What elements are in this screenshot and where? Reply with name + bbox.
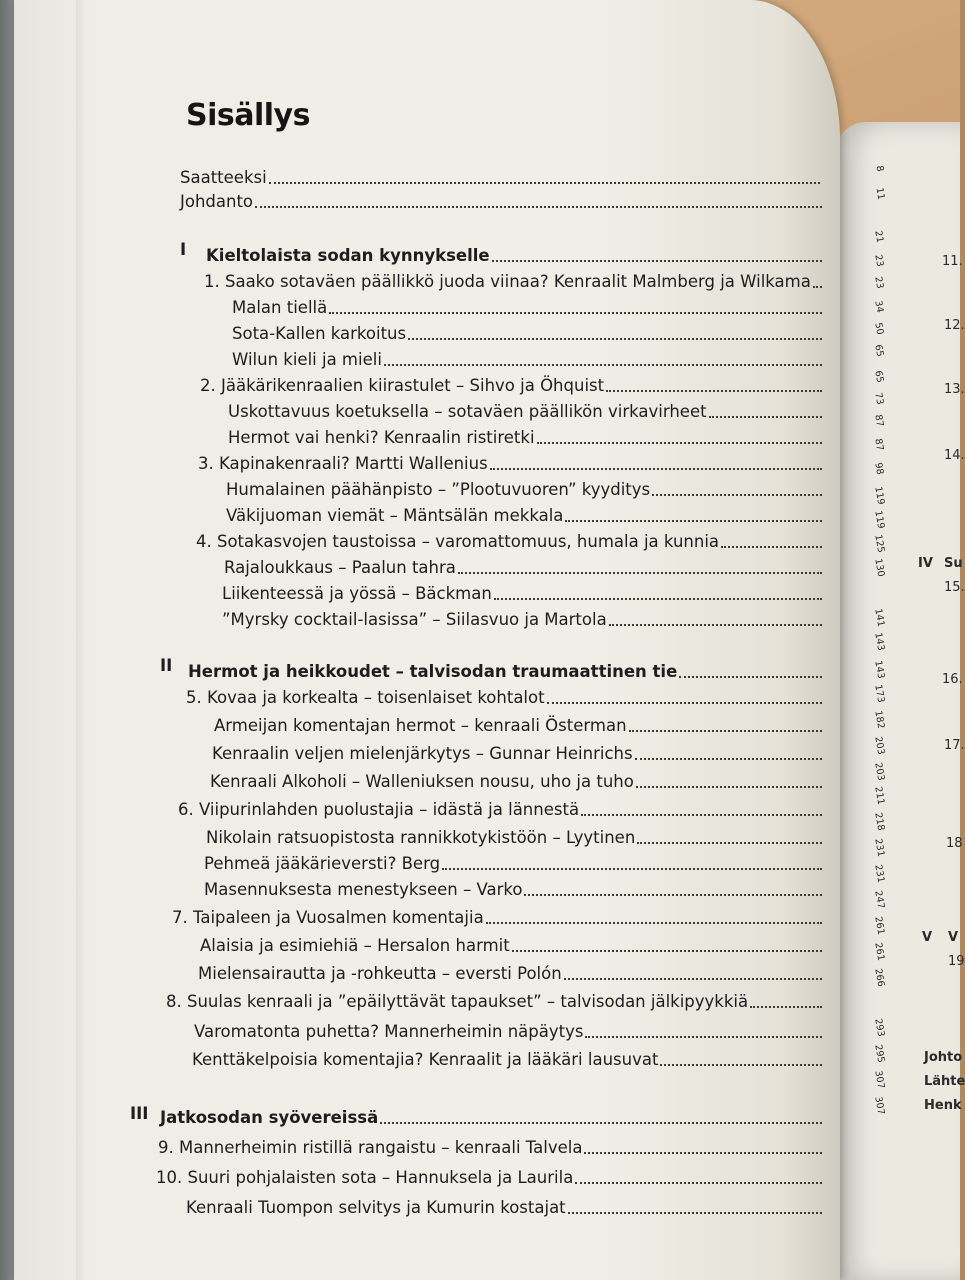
page-number: 218	[872, 811, 887, 832]
right-page-fragment: Johto	[924, 1050, 963, 1065]
toc-entry-label: Wilun kieli ja mieli	[232, 350, 382, 369]
dot-leader	[458, 572, 822, 574]
page-number: 65	[872, 369, 886, 384]
dot-leader	[568, 1212, 822, 1214]
toc-entry-label: Väkijuoman viemät – Mäntsälän mekkala	[226, 506, 564, 525]
page-number: 307	[872, 1095, 887, 1116]
toc-entry-label: Pehmeä jääkärieversti? Berg	[204, 854, 441, 873]
toc-entry	[172, 906, 824, 930]
toc-entry-label: Kenraalin veljen mielenjärkytys – Gunnar Heinrichs	[212, 744, 633, 763]
toc-entry-label: Hermot vai henki? Kenraalin ristiretki	[228, 428, 535, 447]
dot-leader	[813, 286, 822, 288]
dot-leader	[606, 390, 822, 392]
page-number: 231	[872, 837, 887, 858]
page-number: 173	[872, 683, 887, 704]
toc-entry-label: Rajaloukkaus – Paalun tahra	[224, 558, 456, 577]
right-page-fragment: V	[922, 930, 933, 945]
toc-entry-label: Varomatonta puhetta? Mannerheimin näpäytys	[194, 1022, 584, 1041]
dot-leader	[636, 786, 822, 788]
toc-entry	[232, 296, 824, 320]
toc-entry-label: Masennuksesta menestykseen – Varko	[204, 880, 523, 899]
toc-entry-label: Malan tiellä	[232, 298, 328, 317]
toc-entry	[228, 400, 824, 424]
toc-entry	[204, 852, 824, 876]
right-page-fragment: V	[948, 930, 959, 945]
toc-entry-label: ”Myrsky cocktail-lasissa” – Siilasvuo ja Martola	[222, 610, 607, 629]
toc-entry	[226, 504, 824, 528]
page-number: 261	[872, 941, 887, 962]
dot-leader	[494, 598, 822, 600]
dot-leader	[512, 950, 822, 952]
page-number: 21	[872, 229, 886, 244]
toc-entry	[192, 1048, 824, 1072]
toc-entry-label: 2. Jääkärikenraalien kiirastulet – Sihvo ja Öhquist	[200, 376, 605, 395]
dot-leader	[575, 1182, 822, 1184]
page-number: 211	[872, 785, 887, 806]
toc-entry-label: Johdanto	[180, 192, 254, 211]
toc-entry-label: Humalainen päähänpisto – ”Plootuvuoren” kyyditys	[226, 480, 651, 499]
page-number: 87	[872, 413, 886, 428]
toc-entry	[224, 556, 824, 580]
page-number: 261	[872, 915, 887, 936]
right-page-fragment: 14.	[944, 448, 965, 463]
toc-entry-label: Sota-Kallen karkoitus	[232, 324, 407, 343]
page-number: 130	[872, 557, 887, 578]
toc-entry	[222, 582, 824, 606]
toc-entry	[210, 770, 824, 794]
toc-entry	[194, 1020, 824, 1044]
right-page-fragment: 18	[946, 836, 963, 851]
toc-entry-label: Saatteeksi	[180, 168, 267, 187]
toc-entry-label: 4. Sotakasvojen taustoissa – varomattomuus, humala ja kunnia	[196, 532, 720, 551]
dot-leader	[490, 468, 822, 470]
part-label: Kieltolaista sodan kynnykselle	[206, 246, 490, 265]
page-number: 34	[872, 299, 886, 314]
toc-entry	[178, 798, 824, 822]
right-page-fragment: 16.	[942, 672, 963, 687]
page-number: 143	[872, 631, 887, 652]
part-label: Hermot ja heikkoudet – talvisodan traumaattinen tie	[188, 662, 678, 681]
part-number: II	[160, 656, 173, 675]
toc-entry	[204, 270, 824, 294]
dot-leader	[637, 842, 822, 844]
toc-entry	[212, 742, 824, 766]
dot-leader	[492, 260, 822, 262]
page-number: 87	[872, 437, 886, 452]
dot-leader	[750, 1006, 822, 1008]
toc-entry-label: 10. Suuri pohjalaisten sota – Hannuksela ja Laurila	[156, 1168, 574, 1187]
dot-leader	[329, 312, 822, 314]
toc-entry-label: Kenraali Tuompon selvitys ja Kumurin kostajat	[186, 1198, 566, 1217]
toc-entry	[196, 530, 824, 554]
right-page-fragment: Su	[944, 556, 963, 571]
toc-entry	[228, 426, 824, 450]
dot-leader	[679, 676, 822, 678]
page-number: 266	[872, 967, 887, 988]
toc-entry	[226, 478, 824, 502]
dot-leader	[442, 868, 822, 870]
dot-leader	[255, 206, 822, 208]
part-number: III	[130, 1104, 149, 1123]
page-number: 231	[872, 863, 887, 884]
toc-entry-label: 7. Taipaleen ja Vuosalmen komentajia	[172, 908, 484, 927]
page-number: 293	[872, 1017, 887, 1038]
dot-leader	[408, 338, 822, 340]
toc-entry-label: Kenraali Alkoholi – Walleniuksen nousu, uho ja tuho	[210, 772, 634, 791]
toc-entry-label: Mielensairautta ja -rohkeutta – eversti Polón	[198, 964, 562, 983]
toc-entry-label: Kenttäkelpoisia komentajia? Kenraalit ja lääkäri lausuvat	[192, 1050, 659, 1069]
page-number: 203	[872, 761, 887, 782]
dot-leader	[609, 624, 822, 626]
page-number: 141	[872, 607, 887, 628]
toc-entry	[180, 166, 822, 190]
page-title: Sisällys	[186, 98, 310, 133]
dot-leader	[660, 1064, 822, 1066]
toc-entry	[206, 826, 824, 850]
page-number: 125	[872, 533, 887, 554]
part-heading	[188, 660, 824, 684]
right-page-fragment: 11.	[942, 254, 963, 269]
right-page-fragment: IV	[918, 556, 933, 571]
toc-entry-label: Nikolain ratsuopistosta rannikkotykistöön – Lyytinen	[206, 828, 636, 847]
toc-entry	[156, 1166, 824, 1190]
toc-entry	[198, 452, 824, 476]
toc-entry	[222, 608, 824, 632]
toc-entry-label: 5. Kovaa ja korkealta – toisenlaiset kohtalot	[186, 688, 545, 707]
toc-entry	[180, 190, 824, 214]
page-number: 23	[872, 253, 886, 268]
toc-entry	[186, 1196, 824, 1220]
dot-leader	[584, 1152, 822, 1154]
page-number: 182	[872, 709, 887, 730]
right-page-fragment: Lähte	[924, 1074, 965, 1089]
dot-leader	[524, 894, 822, 896]
toc-entry	[158, 1136, 824, 1160]
part-heading	[206, 244, 824, 268]
toc-entry-label: Alaisia ja esimiehiä – Hersalon harmit	[200, 936, 510, 955]
toc-entry	[204, 878, 824, 902]
right-page-fragment: 19	[948, 954, 965, 969]
toc-entry	[200, 934, 824, 958]
page-number: 247	[872, 889, 887, 910]
dot-leader	[721, 546, 822, 548]
page-number: 295	[872, 1043, 887, 1064]
right-page-fragment: 17.	[944, 738, 965, 753]
page-number: 307	[872, 1069, 887, 1090]
toc-entry-label: 3. Kapinakenraali? Martti Wallenius	[198, 454, 488, 473]
part-label: Jatkosodan syövereissä	[160, 1108, 379, 1127]
toc-entry	[198, 962, 824, 986]
toc-entry-label: 9. Mannerheimin ristillä rangaistu – kenraali Talvela	[158, 1138, 583, 1157]
dot-leader	[652, 494, 822, 496]
toc-entry-label: Uskottavuus koetuksella – sotaväen päällikön virkavirheet	[228, 402, 707, 421]
toc-entry-label: 6. Viipurinlahden puolustajia – idästä ja lännestä	[178, 800, 580, 819]
toc-entry-label: 8. Suulas kenraali ja ”epäilyttävät tapaukset” – talvisodan jälkipyykkiä	[166, 992, 749, 1011]
dot-leader	[486, 922, 822, 924]
page-number: 119	[872, 485, 887, 506]
right-page-fragment: Henk	[924, 1098, 962, 1113]
toc-entry	[200, 374, 824, 398]
dot-leader	[547, 702, 822, 704]
part-heading	[160, 1106, 824, 1130]
page-number: 203	[872, 735, 887, 756]
dot-leader	[581, 814, 822, 816]
toc-entry-label: Armeijan komentajan hermot – kenraali Österman	[214, 716, 627, 735]
dot-leader	[585, 1036, 822, 1038]
toc-entry-label: Liikenteessä ja yössä – Bäckman	[222, 584, 492, 603]
page-number: 11	[873, 186, 887, 201]
toc-entry	[214, 714, 824, 738]
page-number: 143	[872, 659, 887, 680]
page-number: 73	[872, 391, 886, 406]
dot-leader	[380, 1122, 822, 1124]
right-page-fragment: 12.	[944, 318, 965, 333]
toc-entry	[232, 348, 824, 372]
page-number: 8	[873, 164, 886, 173]
dot-leader	[635, 758, 822, 760]
dot-leader	[629, 730, 822, 732]
page-number: 23	[872, 275, 886, 290]
toc-entry	[186, 686, 824, 710]
right-page-fragment: 13.	[944, 382, 965, 397]
toc-entry	[232, 322, 824, 346]
dot-leader	[384, 364, 822, 366]
part-number: I	[180, 240, 187, 259]
page-number: 119	[872, 509, 887, 530]
dot-leader	[269, 182, 820, 184]
dot-leader	[537, 442, 822, 444]
dot-leader	[565, 520, 822, 522]
page-number: 50	[872, 321, 886, 336]
toc-entry-label: 1. Saako sotaväen päällikkö juoda viinaa? Kenraalit Malmberg ja Wilkama	[204, 272, 811, 291]
right-page-fragment: 15.	[944, 580, 965, 595]
page-number: 65	[872, 343, 886, 358]
page-number: 98	[872, 461, 886, 476]
toc-entry	[166, 990, 824, 1014]
dot-leader	[709, 416, 822, 418]
dot-leader	[564, 978, 822, 980]
